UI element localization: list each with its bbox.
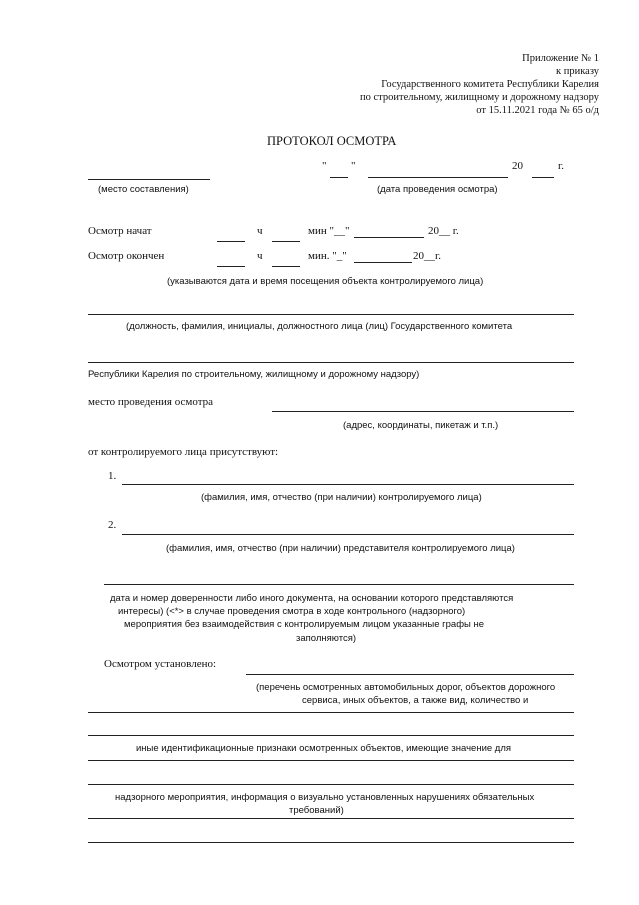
start-hour-line [217,241,245,242]
start-minute-unit: мин "__" [308,225,350,237]
person-2-caption: (фамилия, имя, отчество (при наличии) представителя контролируемого лица) [166,543,515,554]
findings-line-7 [88,842,574,843]
date-quote-close: " [351,160,356,172]
findings-line-4 [88,760,574,761]
power-of-attorney-caption-line-4: заполняются) [296,633,357,644]
inspection-end-label: Осмотр окончен [88,250,165,262]
person-1-line [122,484,574,485]
end-year: 20__г. [413,250,442,262]
person-1-number: 1. [108,470,117,482]
official-caption-2: Республики Карелия по строительному, жилищному и дорожному надзору) [88,369,420,380]
findings-line-2 [88,712,574,713]
end-hour-line [217,266,245,267]
power-of-attorney-caption-line-2: интересы) (<*> в случае проведения смотра в ходе контрольного (надзорного) [118,606,466,617]
document-title: ПРОТОКОЛ ОСМОТРА [267,134,397,148]
end-date-line [354,262,412,263]
start-date-line [354,237,424,238]
inspection-start-label: Осмотр начат [88,225,152,237]
place-of-drafting-caption: (место составления) [98,184,189,195]
date-year-prefix: 20 [512,160,523,172]
start-year: 20__ г. [428,225,459,237]
findings-caption-3: иные идентификационные признаки осмотренных объектов, имеющие значение для [136,743,512,754]
findings-caption-4: надзорного мероприятия, информация о визуально установленных нарушениях обязательных [115,792,535,803]
appendix-committee: Государственного комитета Республики Карелия [381,79,599,90]
inspection-place-caption: (адрес, координаты, пикетаж и т.п.) [343,420,499,431]
findings-caption-5: требований) [289,805,344,816]
end-minute-unit: мин. "_" [308,250,347,262]
person-2-line [122,534,574,535]
inspection-time-caption: (указываются дата и время посещения объекта контролируемого лица) [167,276,484,287]
start-hour-unit: ч [257,225,263,237]
official-line-1 [88,314,574,315]
inspection-place-line [272,411,574,412]
person-1-caption: (фамилия, имя, отчество (при наличии) контролируемого лица) [201,492,482,503]
end-hour-unit: ч [257,250,263,262]
findings-caption-2: сервиса, иных объектов, а также вид, количество и [302,695,529,706]
appendix-order-ref: к приказу [556,66,599,77]
person-2-number: 2. [108,519,117,531]
appendix-order-date: от 15.11.2021 года № 65 о/д [476,105,599,116]
date-month-line [368,177,508,178]
date-quote-open: " [322,160,327,172]
date-year-line [532,177,554,178]
inspection-date-caption: (дата проведения осмотра) [377,184,498,195]
findings-line-3 [88,735,574,736]
power-of-attorney-caption-line-3: мероприятия без взаимодействия с контролируемым лицом указанные графы не [124,619,485,630]
official-caption-1: (должность, фамилия, инициалы, должностного лица (лиц) Государственного комитета [126,321,513,332]
findings-caption-1: (перечень осмотренных автомобильных дорог, объектов дорожного [256,682,556,693]
inspection-place-label: место проведения осмотра [88,396,214,408]
end-minute-line [272,266,300,267]
power-of-attorney-caption-line-1: дата и номер доверенности либо иного документа, на основании которого представляются [110,593,514,604]
persons-present-label: от контролируемого лица присутствуют: [88,446,279,458]
place-of-drafting-line [88,179,210,180]
findings-line-5 [88,784,574,785]
appendix-committee-scope: по строительному, жилищному и дорожному надзору [359,92,599,103]
date-day-line [330,177,348,178]
appendix-number: Приложение № 1 [522,53,599,64]
power-of-attorney-line [104,584,574,585]
findings-line-6 [88,818,574,819]
findings-line-1 [246,674,574,675]
date-year-suffix: г. [558,160,565,172]
findings-label: Осмотром установлено: [104,658,217,670]
start-minute-line [272,241,300,242]
official-line-2 [88,362,574,363]
